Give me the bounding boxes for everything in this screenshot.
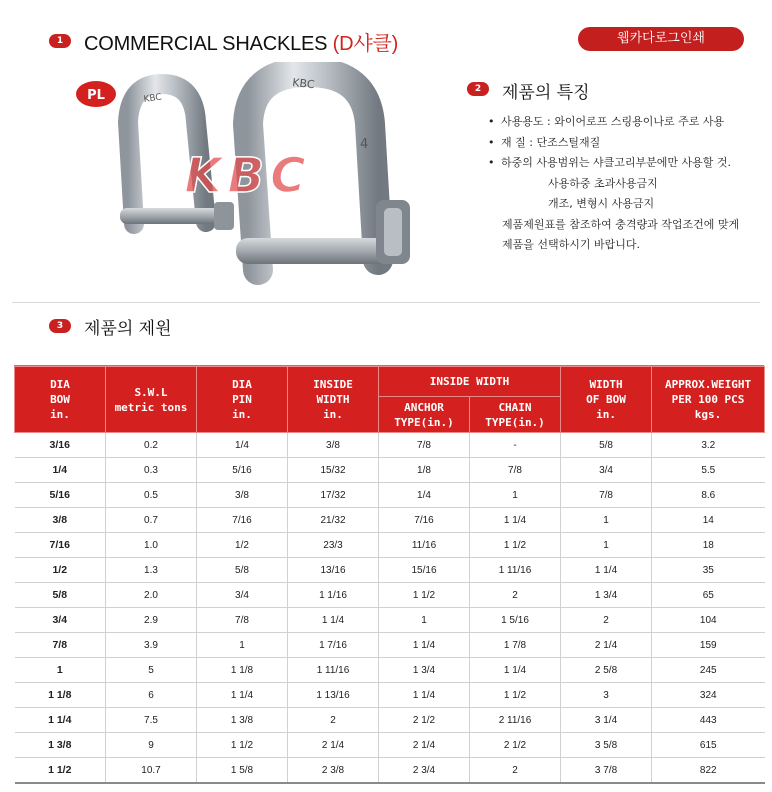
cell-anchor-type: 7/8	[379, 433, 470, 458]
cell-dia-bow: 1 1/8	[15, 683, 106, 708]
cell-dia-pin: 7/16	[197, 508, 288, 533]
cell-width-of-bow: 2 1/4	[561, 633, 652, 658]
header-inside-width-group: INSIDE WIDTH	[379, 367, 561, 397]
cell-approx-weight: 8.6	[652, 483, 765, 508]
cell-approx-weight: 5.5	[652, 458, 765, 483]
cell-dia-pin: 1	[197, 633, 288, 658]
cell-inside-width: 2	[288, 708, 379, 733]
cell-approx-weight: 35	[652, 558, 765, 583]
table-row	[15, 708, 765, 733]
cell-chain-type: 1 1/2	[470, 533, 561, 558]
cell-chain-type: 1 5/16	[470, 608, 561, 633]
cell-dia-bow: 1 3/8	[15, 733, 106, 758]
cell-inside-width: 23/3	[288, 533, 379, 558]
cell-dia-bow: 3/4	[15, 608, 106, 633]
shackle-illustration	[72, 62, 424, 302]
header-width-of-bow: WIDTH OF BOW in.	[561, 367, 652, 433]
cell-inside-width: 2 3/8	[288, 758, 379, 784]
header-swl: S.W.L metric tons	[106, 367, 197, 433]
table-row	[15, 433, 765, 458]
cell-width-of-bow: 3	[561, 683, 652, 708]
table-row	[15, 583, 765, 608]
section-number-badge: 2	[467, 82, 489, 96]
cell-inside-width: 1 1/16	[288, 583, 379, 608]
cell-anchor-type: 7/16	[379, 508, 470, 533]
features-list	[488, 112, 739, 256]
table-row	[15, 658, 765, 683]
cell-dia-bow: 7/16	[15, 533, 106, 558]
table-row	[15, 683, 765, 708]
cell-inside-width: 1 11/16	[288, 658, 379, 683]
header-inside-width: INSIDE WIDTH in.	[288, 367, 379, 433]
cell-swl: 6	[106, 683, 197, 708]
cell-approx-weight: 615	[652, 733, 765, 758]
cell-dia-pin: 1 1/4	[197, 683, 288, 708]
cell-swl: 7.5	[106, 708, 197, 733]
cell-inside-width: 3/8	[288, 433, 379, 458]
cell-chain-type: 1	[470, 483, 561, 508]
small-shackle-mark: KBC	[143, 92, 163, 105]
cell-width-of-bow: 3 7/8	[561, 758, 652, 784]
cell-dia-bow: 1/2	[15, 558, 106, 583]
cell-chain-type: 1 1/4	[470, 508, 561, 533]
cell-width-of-bow: 3/4	[561, 458, 652, 483]
cell-width-of-bow: 1	[561, 508, 652, 533]
cell-chain-type: 1 1/4	[470, 658, 561, 683]
pl-logo	[76, 81, 116, 107]
cell-inside-width: 2 1/4	[288, 733, 379, 758]
cell-dia-bow: 1/4	[15, 458, 106, 483]
cell-width-of-bow: 5/8	[561, 433, 652, 458]
cell-width-of-bow: 1	[561, 533, 652, 558]
section-divider	[12, 302, 760, 303]
feature-note: 제품을 선택하시기 바랍니다.	[502, 238, 641, 251]
feature-subitem: 사용하중 초과사용금지	[548, 176, 658, 190]
table-row	[15, 508, 765, 533]
cell-swl: 1.0	[106, 533, 197, 558]
cell-approx-weight: 3.2	[652, 433, 765, 458]
table-row	[15, 608, 765, 633]
cell-dia-pin: 1/2	[197, 533, 288, 558]
cell-dia-pin: 3/8	[197, 483, 288, 508]
cell-dia-pin: 5/16	[197, 458, 288, 483]
cell-anchor-type: 2 3/4	[379, 758, 470, 784]
cell-dia-pin: 1 3/8	[197, 708, 288, 733]
cell-dia-bow: 1 1/4	[15, 708, 106, 733]
cell-inside-width: 1 1/4	[288, 608, 379, 633]
product-photo	[72, 62, 424, 302]
cell-swl: 3.9	[106, 633, 197, 658]
cell-anchor-type: 1 1/4	[379, 683, 470, 708]
cell-swl: 10.7	[106, 758, 197, 784]
cell-width-of-bow: 1 3/4	[561, 583, 652, 608]
cell-width-of-bow: 1 1/4	[561, 558, 652, 583]
cell-chain-type: 2 11/16	[470, 708, 561, 733]
header-chain-type: CHAIN TYPE(in.)	[470, 397, 561, 433]
cell-dia-bow: 1 1/2	[15, 758, 106, 784]
cell-swl: 2.9	[106, 608, 197, 633]
table-row	[15, 458, 765, 483]
cell-width-of-bow: 2	[561, 608, 652, 633]
cell-chain-type: 2	[470, 583, 561, 608]
cell-chain-type: 2	[470, 758, 561, 784]
cell-approx-weight: 159	[652, 633, 765, 658]
header-anchor-type: ANCHOR TYPE(in.)	[379, 397, 470, 433]
feature-item: • 사용용도 : 와이어로프 스링용이나로 주로 사용	[488, 115, 725, 128]
cell-swl: 2.0	[106, 583, 197, 608]
cell-dia-bow: 3/8	[15, 508, 106, 533]
cell-dia-pin: 3/4	[197, 583, 288, 608]
header-dia-pin: DIA PIN in.	[197, 367, 288, 433]
section-number-badge: 3	[49, 319, 71, 333]
cell-chain-type: 2 1/2	[470, 733, 561, 758]
cell-swl: 5	[106, 658, 197, 683]
cell-width-of-bow: 2 5/8	[561, 658, 652, 683]
web-catalog-print-button[interactable]: 웹카다로그인쇄	[578, 27, 744, 51]
cell-dia-bow: 5/8	[15, 583, 106, 608]
cell-chain-type: 1 1/2	[470, 683, 561, 708]
cell-anchor-type: 1	[379, 608, 470, 633]
specs-heading: 제품의 제원	[84, 319, 172, 339]
large-shackle-mark: KBC	[291, 76, 316, 92]
feature-item: • 하중의 사용범위는 샤클고리부분에만 사용할 것.	[488, 156, 732, 169]
title-text: COMMERCIAL SHACKLES	[84, 33, 333, 55]
cell-chain-type: 1 11/16	[470, 558, 561, 583]
cell-dia-bow: 5/16	[15, 483, 106, 508]
cell-dia-pin: 5/8	[197, 558, 288, 583]
cell-chain-type: 7/8	[470, 458, 561, 483]
cell-chain-type: 1 7/8	[470, 633, 561, 658]
cell-dia-pin: 1/4	[197, 433, 288, 458]
cell-dia-bow: 3/16	[15, 433, 106, 458]
cell-dia-bow: 1	[15, 658, 106, 683]
header-dia-bow: DIA BOW in.	[15, 367, 106, 433]
cell-approx-weight: 18	[652, 533, 765, 558]
cell-approx-weight: 104	[652, 608, 765, 633]
cell-approx-weight: 324	[652, 683, 765, 708]
cell-dia-pin: 1 1/8	[197, 658, 288, 683]
cell-width-of-bow: 3 1/4	[561, 708, 652, 733]
cell-approx-weight: 822	[652, 758, 765, 784]
large-shackle-size: 4	[360, 137, 369, 152]
svg-text:PL: PL	[87, 88, 105, 103]
cell-swl: 0.3	[106, 458, 197, 483]
cell-anchor-type: 1/8	[379, 458, 470, 483]
feature-subitem: 개조, 변형시 사용금지	[548, 197, 655, 210]
cell-swl: 9	[106, 733, 197, 758]
feature-item: • 재 질 : 단조스틸재질	[488, 135, 601, 149]
cell-anchor-type: 1 1/4	[379, 633, 470, 658]
cell-approx-weight: 443	[652, 708, 765, 733]
kbc-watermark: KBC	[184, 148, 312, 204]
cell-dia-pin: 1 5/8	[197, 758, 288, 784]
cell-anchor-type: 1 1/2	[379, 583, 470, 608]
specification-table	[14, 366, 765, 784]
title-highlight: (D샤클)	[332, 33, 399, 55]
table-row	[15, 533, 765, 558]
features-heading: 제품의 특징	[502, 83, 590, 103]
table-row	[15, 483, 765, 508]
cell-swl: 0.5	[106, 483, 197, 508]
cell-inside-width: 15/32	[288, 458, 379, 483]
cell-approx-weight: 245	[652, 658, 765, 683]
cell-inside-width: 13/16	[288, 558, 379, 583]
section-number-badge: 1	[49, 34, 71, 48]
cell-approx-weight: 65	[652, 583, 765, 608]
cell-width-of-bow: 7/8	[561, 483, 652, 508]
table-row	[15, 758, 765, 784]
cell-inside-width: 17/32	[288, 483, 379, 508]
header-approx-weight: APPROX.WEIGHT PER 100 PCS kgs.	[652, 367, 765, 433]
table-row	[15, 733, 765, 758]
cell-approx-weight: 14	[652, 508, 765, 533]
cell-anchor-type: 1/4	[379, 483, 470, 508]
table-row	[15, 633, 765, 658]
table-row	[15, 558, 765, 583]
cell-swl: 0.7	[106, 508, 197, 533]
cell-dia-pin: 1 1/2	[197, 733, 288, 758]
cell-width-of-bow: 3 5/8	[561, 733, 652, 758]
cell-dia-pin: 7/8	[197, 608, 288, 633]
cell-anchor-type: 2 1/2	[379, 708, 470, 733]
feature-note: 제품제원표를 참조하여 충격량과 작업조건에 맞게	[502, 217, 740, 231]
cell-swl: 1.3	[106, 558, 197, 583]
cell-inside-width: 21/32	[288, 508, 379, 533]
cell-anchor-type: 11/16	[379, 533, 470, 558]
page-title	[84, 27, 398, 56]
cell-anchor-type: 15/16	[379, 558, 470, 583]
cell-anchor-type: 2 1/4	[379, 733, 470, 758]
cell-inside-width: 1 7/16	[288, 633, 379, 658]
cell-swl: 0.2	[106, 433, 197, 458]
cell-dia-bow: 7/8	[15, 633, 106, 658]
cell-anchor-type: 1 3/4	[379, 658, 470, 683]
cell-chain-type: -	[470, 433, 561, 458]
cell-inside-width: 1 13/16	[288, 683, 379, 708]
